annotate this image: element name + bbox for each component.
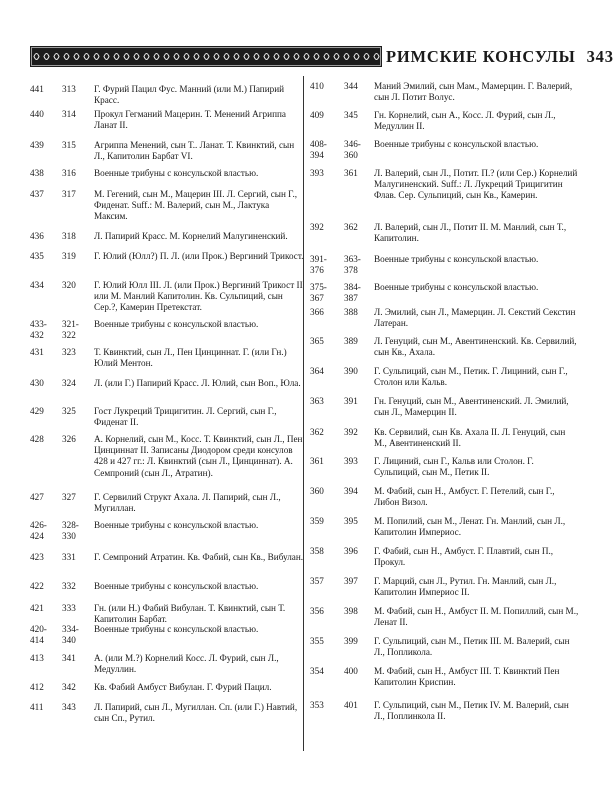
year-bc: 355 — [310, 636, 324, 646]
year-auc: 324 — [62, 378, 76, 388]
year-bc: 437 — [30, 189, 44, 199]
year-auc: 392 — [344, 427, 358, 437]
consul-names: Г. Сульпиций, сын М., Петик III. М. Валерий, сын Л., Попликола. — [374, 636, 570, 658]
year-auc: 393 — [344, 456, 358, 466]
year-auc: 345 — [344, 110, 358, 120]
consul-names: Военные трибуны с консульской властью. — [94, 168, 259, 178]
consul-names: М. Фабий, сын Н., Амбуст II. М. Попиллий, сын М., Ленат II. — [374, 606, 579, 628]
consul-names: Прокул Гегманий Мацерин. Т. Менений Агриппа Ланат II. — [94, 109, 286, 131]
page-number: 343 — [586, 47, 614, 66]
year-auc: 391 — [344, 396, 358, 406]
consul-names: Л. Валерий, сын Л., Потит. П.? (или Сер.) Корнелий Малугиненский. Suff.: Л. Лукреций Трицигитин Флав. Сер. Сульпиций, сын Кв., Камерин. — [374, 168, 578, 201]
year-bc: 440 — [30, 109, 44, 119]
year-bc: 409 — [310, 110, 324, 120]
header-title: РИМСКИЕ КОНСУЛЫ — [386, 47, 576, 66]
consul-names: Гост Лукреций Трицигитин. Л. Сергий, сын Г., Фиденат II. — [94, 406, 277, 428]
year-bc: 438 — [30, 168, 44, 178]
year-bc: 408- 394 — [310, 139, 327, 161]
year-bc: 428 — [30, 434, 44, 444]
year-auc: 325 — [62, 406, 76, 416]
year-auc: 395 — [344, 516, 358, 526]
year-bc: 363 — [310, 396, 324, 406]
year-auc: 334- 340 — [62, 624, 79, 646]
year-bc: 353 — [310, 700, 324, 710]
year-bc: 356 — [310, 606, 324, 616]
consul-names: Кв. Фабий Амбуст Вибулан. Г. Фурий Пацил. — [94, 682, 272, 692]
year-bc: 366 — [310, 307, 324, 317]
consul-names: Г. Марций, сын Л., Рутил. Гн. Манлий, сын Л., Капитолин Империос II. — [374, 576, 557, 598]
year-auc: 328- 330 — [62, 520, 79, 542]
consul-names: М. Гегений, сын М., Мацерин III. Л. Сергий, сын Г., Фиденат. Suff.: М. Валерий, сын М., Лактука Максим. — [94, 189, 298, 222]
consul-names: Военные трибуны с консульской властью. — [94, 581, 259, 591]
year-auc: 363- 378 — [344, 254, 361, 276]
consul-names: Военные трибуны с консульской властью. — [94, 624, 259, 634]
year-bc: 365 — [310, 336, 324, 346]
consul-names: Г. Фурий Пацил Фус. Манний (или М.) Папирий Красс. — [94, 84, 285, 106]
consul-names: Л. Генуций, сын М., Авентиненский. Кв. Сервилий, сын Кв., Ахала. — [374, 336, 577, 358]
consul-names: Гн. Корнелий, сын А., Косс. Л. Фурий, сын Л., Медуллин II. — [374, 110, 556, 132]
year-auc: 326 — [62, 434, 76, 444]
year-auc: 323 — [62, 347, 76, 357]
year-bc: 413 — [30, 653, 44, 663]
year-auc: 361 — [344, 168, 358, 178]
consul-names: Л. Папирий, сын Л., Мугиллан. Сп. (или Г.) Навтий, сын Сп., Рутил. — [94, 702, 298, 724]
consul-names: Военные трибуны с консульской властью. — [374, 282, 539, 292]
consul-names: Т. Квинктий, сын Л., Пен Цинциннат. Г. (или Гн.) Юлий Ментон. — [94, 347, 287, 369]
year-auc: 331 — [62, 552, 76, 562]
year-auc: 316 — [62, 168, 76, 178]
consul-names: Г. Фабий, сын Н., Амбуст. Г. Плавтий, сын П., Прокул. — [374, 546, 554, 568]
year-bc: 411 — [30, 702, 44, 712]
year-auc: 384- 387 — [344, 282, 361, 304]
year-bc: 421 — [30, 603, 44, 613]
year-bc: 393 — [310, 168, 324, 178]
year-auc: 362 — [344, 222, 358, 232]
year-auc: 313 — [62, 84, 76, 94]
year-bc: 392 — [310, 222, 324, 232]
year-bc: 410 — [310, 81, 324, 91]
year-bc: 433- 432 — [30, 319, 47, 341]
year-auc: 344 — [344, 81, 358, 91]
consul-names: Гн. (или Н.) Фабий Вибулан. Т. Квинктий, сын Т. Капитолин Барбат. — [94, 603, 286, 625]
year-auc: 397 — [344, 576, 358, 586]
year-auc: 342 — [62, 682, 76, 692]
year-auc: 389 — [344, 336, 358, 346]
year-bc: 361 — [310, 456, 324, 466]
year-bc: 364 — [310, 366, 324, 376]
consul-names: Л. Папирий Красс. М. Корнелий Малугиненский. — [94, 231, 288, 241]
year-auc: 317 — [62, 189, 76, 199]
consul-names: М. Фабий, сын Н., Амбуст. Г. Петелий, сын Г., Либон Визол. — [374, 486, 555, 508]
year-bc: 426- 424 — [30, 520, 47, 542]
year-auc: 332 — [62, 581, 76, 591]
year-auc: 398 — [344, 606, 358, 616]
year-auc: 399 — [344, 636, 358, 646]
year-auc: 319 — [62, 251, 76, 261]
consul-names: Г. Лициний, сын Г., Кальв или Столон. Г. Сульпиций, сын М., Петик II. — [374, 456, 534, 478]
year-bc: 430 — [30, 378, 44, 388]
year-bc: 357 — [310, 576, 324, 586]
year-auc: 394 — [344, 486, 358, 496]
year-bc: 436 — [30, 231, 44, 241]
year-auc: 401 — [344, 700, 358, 710]
consul-names: Г. Сервилий Структ Ахала. Л. Папирий, сын Л., Мугиллан. — [94, 492, 281, 514]
year-auc: 400 — [344, 666, 358, 676]
year-bc: 358 — [310, 546, 324, 556]
year-auc: 390 — [344, 366, 358, 376]
year-auc: 320 — [62, 280, 76, 290]
consul-names: Г. Юлий Юлл III. Л. (или Прок.) Вергиний Трикост II или М. Манлий Капитолин. Кв. Сульпиций, сын Сер.?, Камерин Претекстат. — [94, 280, 303, 313]
consul-names: Военные трибуны с консульской властью. — [94, 520, 259, 530]
year-bc: 423 — [30, 552, 44, 562]
consul-names: Г. Сульпиций, сын М., Петик. Г. Лициний, сын Г., Столон или Кальв. — [374, 366, 568, 388]
year-auc: 388 — [344, 307, 358, 317]
consul-names: Военные трибуны с консульской властью. — [374, 139, 539, 149]
consul-names: М. Фабий, сын Н., Амбуст III. Т. Квинктий Пен Капитолин Криспин. — [374, 666, 560, 688]
consul-names: Военные трибуны с консульской властью. — [374, 254, 539, 264]
year-auc: 333 — [62, 603, 76, 613]
year-auc: 321- 322 — [62, 319, 79, 341]
year-auc: 315 — [62, 140, 76, 150]
year-bc: 434 — [30, 280, 44, 290]
consul-names: Гн. Генуций, сын М., Авентиненский. Л. Эмилий, сын Л., Мамерцин II. — [374, 396, 569, 418]
consul-names: Агриппа Менений, сын Т.. Ланат. Т. Квинктий, сын Л., Капитолин Барбат VI. — [94, 140, 295, 162]
year-auc: 318 — [62, 231, 76, 241]
year-bc: 391- 376 — [310, 254, 327, 276]
consul-names: Г. Сульпиций, сын М., Петик IV. М. Валерий, сын Л., Поплинкола II. — [374, 700, 569, 722]
year-bc: 435 — [30, 251, 44, 261]
consul-names: Кв. Сервилий, сын Кв. Ахала II. Л. Генуций, сын М., Авентиненский II. — [374, 427, 566, 449]
year-bc: 422 — [30, 581, 44, 591]
year-bc: 441 — [30, 84, 44, 94]
consul-names: А. (или М.?) Корнелий Косс. Л. Фурий, сын Л., Медуллин. — [94, 653, 279, 675]
year-bc: 412 — [30, 682, 44, 692]
year-auc: 343 — [62, 702, 76, 712]
consul-names: Г. Юлий (Юлл?) П. Л. (или Прок.) Вергиний Трикост. — [94, 251, 304, 261]
year-bc: 360 — [310, 486, 324, 496]
year-bc: 362 — [310, 427, 324, 437]
year-bc: 420- 414 — [30, 624, 47, 646]
year-bc: 431 — [30, 347, 44, 357]
year-auc: 327 — [62, 492, 76, 502]
consul-names: М. Попилий, сын М., Ленат. Гн. Манлий, сын Л., Капитолин Империос. — [374, 516, 566, 538]
year-bc: 354 — [310, 666, 324, 676]
year-auc: 396 — [344, 546, 358, 556]
consul-names: Г. Семпроний Атратин. Кв. Фабий, сын Кв., Вибулан. — [94, 552, 304, 562]
consul-names: Л. (или Г.) Папирий Красс. Л. Юлий, сын Воп., Юла. — [94, 378, 301, 388]
year-bc: 359 — [310, 516, 324, 526]
consul-names: Л. Эмилий, сын Л., Мамерцин. Л. Секстий Секстин Латеран. — [374, 307, 576, 329]
year-auc: 314 — [62, 109, 76, 119]
year-auc: 346- 360 — [344, 139, 361, 161]
consul-names: А. Корнелий, сын М., Косс. Т. Квинктий, сын Л., Пен Цинциннат II. Записаны Диодором среди консулов 428 и 427 гг.: Л. Квинктий (сын Л., Цинциннат). А. Семпроний (сын Л., Атратин). — [94, 434, 303, 478]
year-bc: 375- 367 — [310, 282, 327, 304]
year-auc: 341 — [62, 653, 76, 663]
year-bc: 439 — [30, 140, 44, 150]
consul-names: Л. Валерий, сын Л., Потит II. М. Манлий, сын Т., Капитолин. — [374, 222, 567, 244]
consul-names: Маний Эмилий, сын Мам., Мамерцин. Г. Валерий, сын Л. Потит Волус. — [374, 81, 573, 103]
year-bc: 429 — [30, 406, 44, 416]
consul-names: Военные трибуны с консульской властью. — [94, 319, 259, 329]
year-bc: 427 — [30, 492, 44, 502]
